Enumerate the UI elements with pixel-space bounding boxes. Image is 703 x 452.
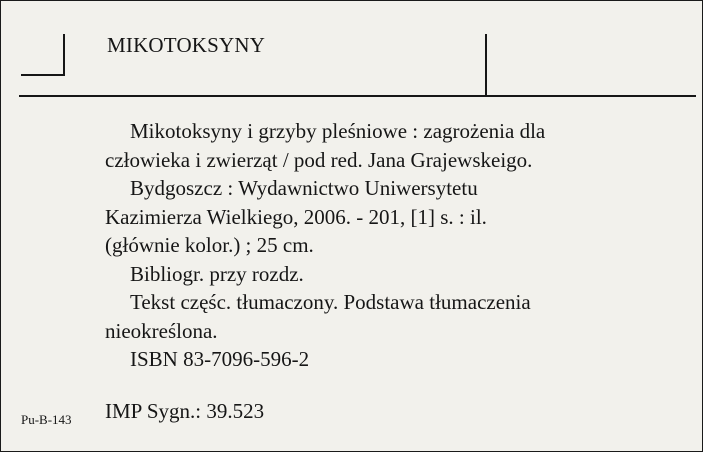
call-number: IMP Sygn.: 39.523 [105,399,265,423]
title-line: Mikotoksyny i grzyby pleśniowe : zagrożenia dla [130,119,546,143]
title-statement [105,117,665,146]
note-translation [105,288,665,317]
note-translation-cont [105,317,665,346]
isbn [105,345,665,374]
imprint-line: Bydgoszcz : Wydawnictwo Uniwersytetu [130,176,478,200]
note-line: nieokreślona. [105,318,218,343]
corner-mark-horizontal [21,74,65,76]
card-body [105,117,665,374]
imprint-line: Kazimierza Wielkiego, 2006. - 201, [1] s. : il. [105,204,487,229]
divider-horizontal [19,95,696,97]
imprint-cont [105,203,665,260]
corner-mark-vertical [63,34,65,76]
divider-vertical [485,34,487,97]
imprint-line: (głównie kolor.) ; 25 cm. [105,233,314,257]
subject-heading: MIKOTOKSYNY [107,33,266,57]
isbn-line: ISBN 83-7096-596-2 [130,347,310,371]
imprint [105,174,665,203]
title-line: człowieka i zwierząt / pod red. Jana Grajewskeigo. [105,147,533,172]
note-line: Bibliogr. przy rozdz. [130,261,304,286]
location-code: Pu-B-143 [21,412,72,427]
note-line: Tekst częśc. tłumaczony. Podstawa tłumaczenia [130,290,531,314]
note-bibliography [105,260,665,289]
title-statement-cont [105,146,665,175]
